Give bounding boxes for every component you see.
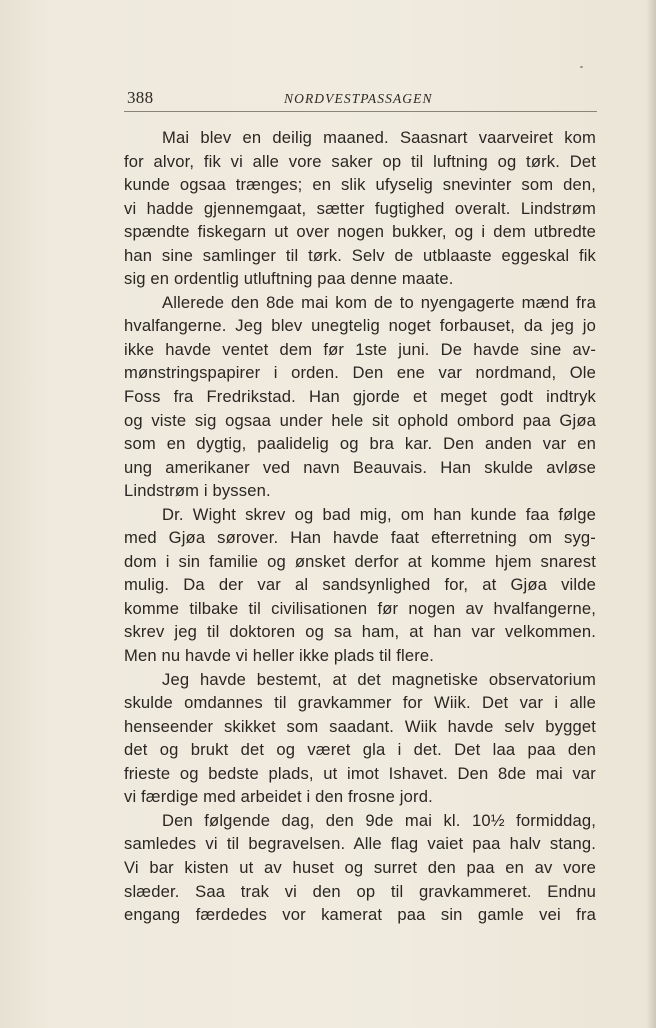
text-line: henseender skikket som saadant. Wiik havde selv bygget [124,716,596,736]
text-line: Den følgende dag, den 9de mai kl. 10½ formiddag, [162,810,596,830]
text-line: med Gjøa sørover. Han havde faat efterretning om syg- [124,528,596,548]
text-line: skrev jeg til doktoren og sa ham, at han var velkommen. [124,622,596,642]
text-line: engang færdedes vor kamerat paa sin gamle vei fra [124,905,596,925]
text-line: Foss fra Fredrikstad. Han gjorde et meget godt indtryk [124,387,596,407]
paper-speck [580,66,583,68]
text-line: som en dygtig, paalidelig og bra kar. Den anden var en [124,434,596,454]
text-line: Vi bar kisten ut av huset og surret den paa en av vore [124,857,596,877]
text-line: slæder. Saa trak vi den op til gravkammeret. Endnu [124,881,596,901]
page-edge-shadow [646,0,656,1028]
text-line: Dr. Wight skrev og bad mig, om han kunde faa følge [162,504,596,524]
text-line: ikke havde ventet dem før 1ste juni. De havde sine av- [124,339,596,359]
text-line: hvalfangerne. Jeg blev unegtelig noget forbauset, da jeg jo [124,316,596,336]
running-title: NORDVESTPASSAGEN [284,91,433,106]
body-text [124,126,596,927]
text-line: Men nu havde vi heller ikke plads til flere. [124,646,435,666]
text-line: vi hadde gjennemgaat, sætter fugtighed overalt. Lindstrøm [124,198,596,218]
text-line: Allerede den 8de mai kom de to nyengagerte mænd fra [162,292,596,312]
text-line: og viste sig ogsaa under hele sit ophold ombord paa Gjøa [124,410,596,430]
text-line: spændte fiskegarn ut over nogen bukker, og i dem utbredte [124,222,596,242]
text-line: Mai blev en deilig maaned. Saasnart vaarveiret kom [162,128,596,147]
text-line: dom i sin familie og ønsket derfor at komme hjem snarest [124,551,596,571]
text-line: skulde omdannes til gravkammer for Wiik. Det var i alle [124,693,596,713]
text-line: frieste og bedste plads, ut imot Ishavet. Den 8de mai var [124,763,596,783]
text-line: samledes vi til begravelsen. Alle flag vaiet paa halv stang. [124,834,596,854]
text-line: mulig. Da der var al sandsynlighed for, at Gjøa vilde [124,575,596,595]
text-line: for alvor, fik vi alle vore saker op til luftning og tørk. Det [124,151,596,171]
text-line: sig en ordentlig utluftning paa denne maate. [124,269,454,289]
text-line: ung amerikaner ved navn Beauvais. Han skulde avløse [124,457,596,477]
header-rule [124,111,597,112]
text-line: Jeg havde bestemt, at det magnetiske observatorium [162,669,596,689]
text-line: kunde ogsaa trænges; en slik ufyselig snevinter som den, [124,175,596,195]
text-line: han sine samlinger til tørk. Selv de utblaaste eggeskal fik [124,245,596,265]
text-line: Lindstrøm i byssen. [124,481,271,501]
text-line: det og brukt det og været gla i det. Det laa paa den [124,740,596,760]
page-number: 388 [127,88,154,107]
text-line: mønstringspapirer i orden. Den ene var nordmand, Ole [124,363,596,383]
text-line: vi færdige med arbeidet i den frosne jord. [124,787,433,807]
text-line: komme tilbake til civilisationen før nogen av hvalfangerne, [124,598,596,618]
